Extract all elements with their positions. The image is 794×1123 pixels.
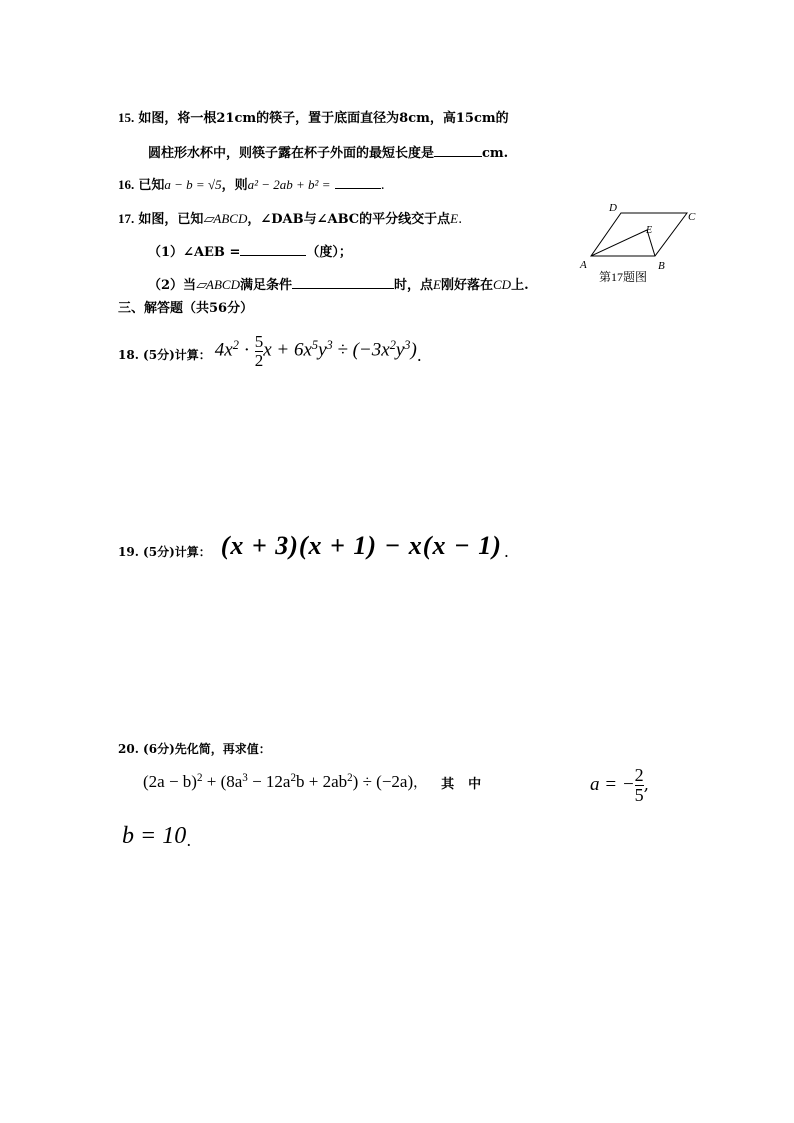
q18-label: 18. (5分)计算： — [118, 347, 211, 362]
q17-part2 — [148, 276, 529, 295]
q18-expression — [215, 333, 417, 370]
q18-term-e: y — [395, 339, 405, 361]
q15-number: 15. — [118, 110, 135, 125]
q20-a-end: , — [643, 775, 650, 796]
q18-frac-den: 2 — [254, 350, 264, 370]
q15-answer-blank[interactable] — [434, 144, 482, 157]
q17-part2-parallelogram: ▱ABCD — [196, 277, 240, 292]
label-b: B — [658, 260, 665, 272]
q20-exp-d: 2 — [347, 771, 353, 784]
q20-exp-a: 2 — [196, 771, 203, 784]
label-d: D — [609, 202, 617, 214]
q17-part2-cd: CD — [493, 277, 512, 292]
q17-part1-post: （度）； — [306, 245, 352, 260]
q18-term-a: 4x — [214, 339, 233, 361]
q20-term-e: ) ÷ (−2a) — [352, 772, 414, 791]
q16-answer-blank[interactable] — [335, 176, 381, 189]
q20-b-value — [122, 823, 191, 850]
q15-text-1: 如图，将一根21cm的筷子，置于底面直径为8cm，高15cm的 — [138, 111, 509, 126]
q16-condition: a − b = √5 — [164, 177, 222, 192]
label-a: A — [580, 259, 587, 271]
q17-part1-blank[interactable] — [240, 243, 306, 256]
q17-part1 — [148, 243, 352, 262]
q17-point-e: E — [450, 211, 459, 226]
figure-caption: 第17题图 — [599, 270, 648, 284]
q20-b-end: . — [186, 831, 192, 850]
q20-label: 20. (6分)先化简，再求值： — [118, 742, 271, 756]
q15-line2 — [148, 144, 508, 163]
q18-exp-3: 3 — [326, 337, 333, 352]
q18-exp-2: 2 — [232, 337, 239, 352]
q17-part2-pre: （2）当 — [148, 278, 197, 293]
q17-part2-end: 上. — [511, 278, 529, 293]
q20-expression — [143, 772, 413, 792]
q16-line — [118, 176, 385, 195]
q20-a-den: 5 — [634, 784, 644, 805]
q15-line1 — [118, 109, 509, 128]
q17-stem-end: . — [458, 212, 463, 227]
q20-a-num: 2 — [634, 765, 644, 785]
q20-a-eq: a = − — [590, 774, 635, 796]
q18-frac-num: 5 — [254, 332, 264, 351]
section-3-title: 三、解答题（共56分） — [118, 301, 254, 316]
q18-term-c: y — [318, 339, 327, 361]
label-c: C — [688, 211, 696, 223]
q18-fraction — [255, 333, 264, 370]
q20-qizhong-2: 中 — [468, 776, 482, 792]
q18-term-d: ÷ (−3x — [332, 339, 390, 361]
q15-text-2: 圆柱形水杯中，则筷子露在杯子外面的最短长度是 — [148, 146, 435, 161]
q20-term-d: b + 2ab — [296, 772, 348, 791]
q20-term-c: − 12a — [247, 772, 291, 791]
q18-term-b: x + 6x — [263, 339, 312, 361]
q17-part1-pre: （1）∠AEB = — [148, 245, 241, 260]
q16-end: . — [380, 178, 385, 193]
q18-exp-2b: 2 — [389, 337, 396, 352]
q15-unit: cm. — [482, 146, 509, 161]
q20-qizhong-1: 其 — [441, 776, 455, 792]
q18-exp-5: 5 — [311, 337, 319, 352]
q20-b-expr: b = 10 — [122, 823, 187, 849]
q20-a-value — [590, 766, 649, 805]
q18-exp-3b: 3 — [404, 337, 411, 352]
q20-exp-c: 2 — [290, 771, 296, 784]
q16-expression: a² − 2ab + b² = — [247, 177, 331, 192]
q17-stem-pre: 如图，已知 — [138, 212, 204, 227]
q16-number: 16. — [118, 177, 135, 192]
q20-term-b: + (8a — [202, 772, 243, 791]
q17-stem — [118, 210, 462, 229]
q17-part2-mid: 满足条件 — [240, 278, 293, 293]
q19-expression: (x + 3)(x + 1) − x(x − 1) — [220, 530, 502, 560]
q17-stem-mid: ，∠DAB与∠ABC的平分线交于点 — [247, 212, 451, 227]
q16-mid: ，则 — [221, 178, 248, 193]
q20-exp-b: 3 — [242, 771, 248, 784]
q17-part2-e: E — [433, 277, 441, 292]
q18-term-f: ) — [410, 339, 417, 361]
q17-figure — [575, 200, 705, 290]
q16-pre: 已知 — [138, 178, 165, 193]
q17-part2-post: 时，点 — [394, 278, 434, 293]
q19-line — [118, 530, 509, 561]
q20-term-a: (2a − b) — [143, 772, 197, 791]
q18-end: . — [416, 345, 422, 365]
q17-parallelogram: ▱ABCD — [203, 211, 248, 226]
q18-line — [118, 333, 422, 370]
q20-expression-line — [143, 772, 481, 792]
q17-part2-blank[interactable] — [292, 276, 394, 289]
q17-part2-end-pre: 刚好落在 — [440, 278, 493, 293]
q19-label: 19. (5分)计算： — [118, 545, 211, 559]
q17-number: 17. — [118, 211, 135, 226]
q18-dot: · — [238, 339, 255, 361]
q20-comma: ， — [413, 775, 428, 791]
q19-end: . — [503, 542, 509, 561]
label-e: E — [646, 225, 653, 236]
q20-a-fraction — [635, 766, 644, 805]
